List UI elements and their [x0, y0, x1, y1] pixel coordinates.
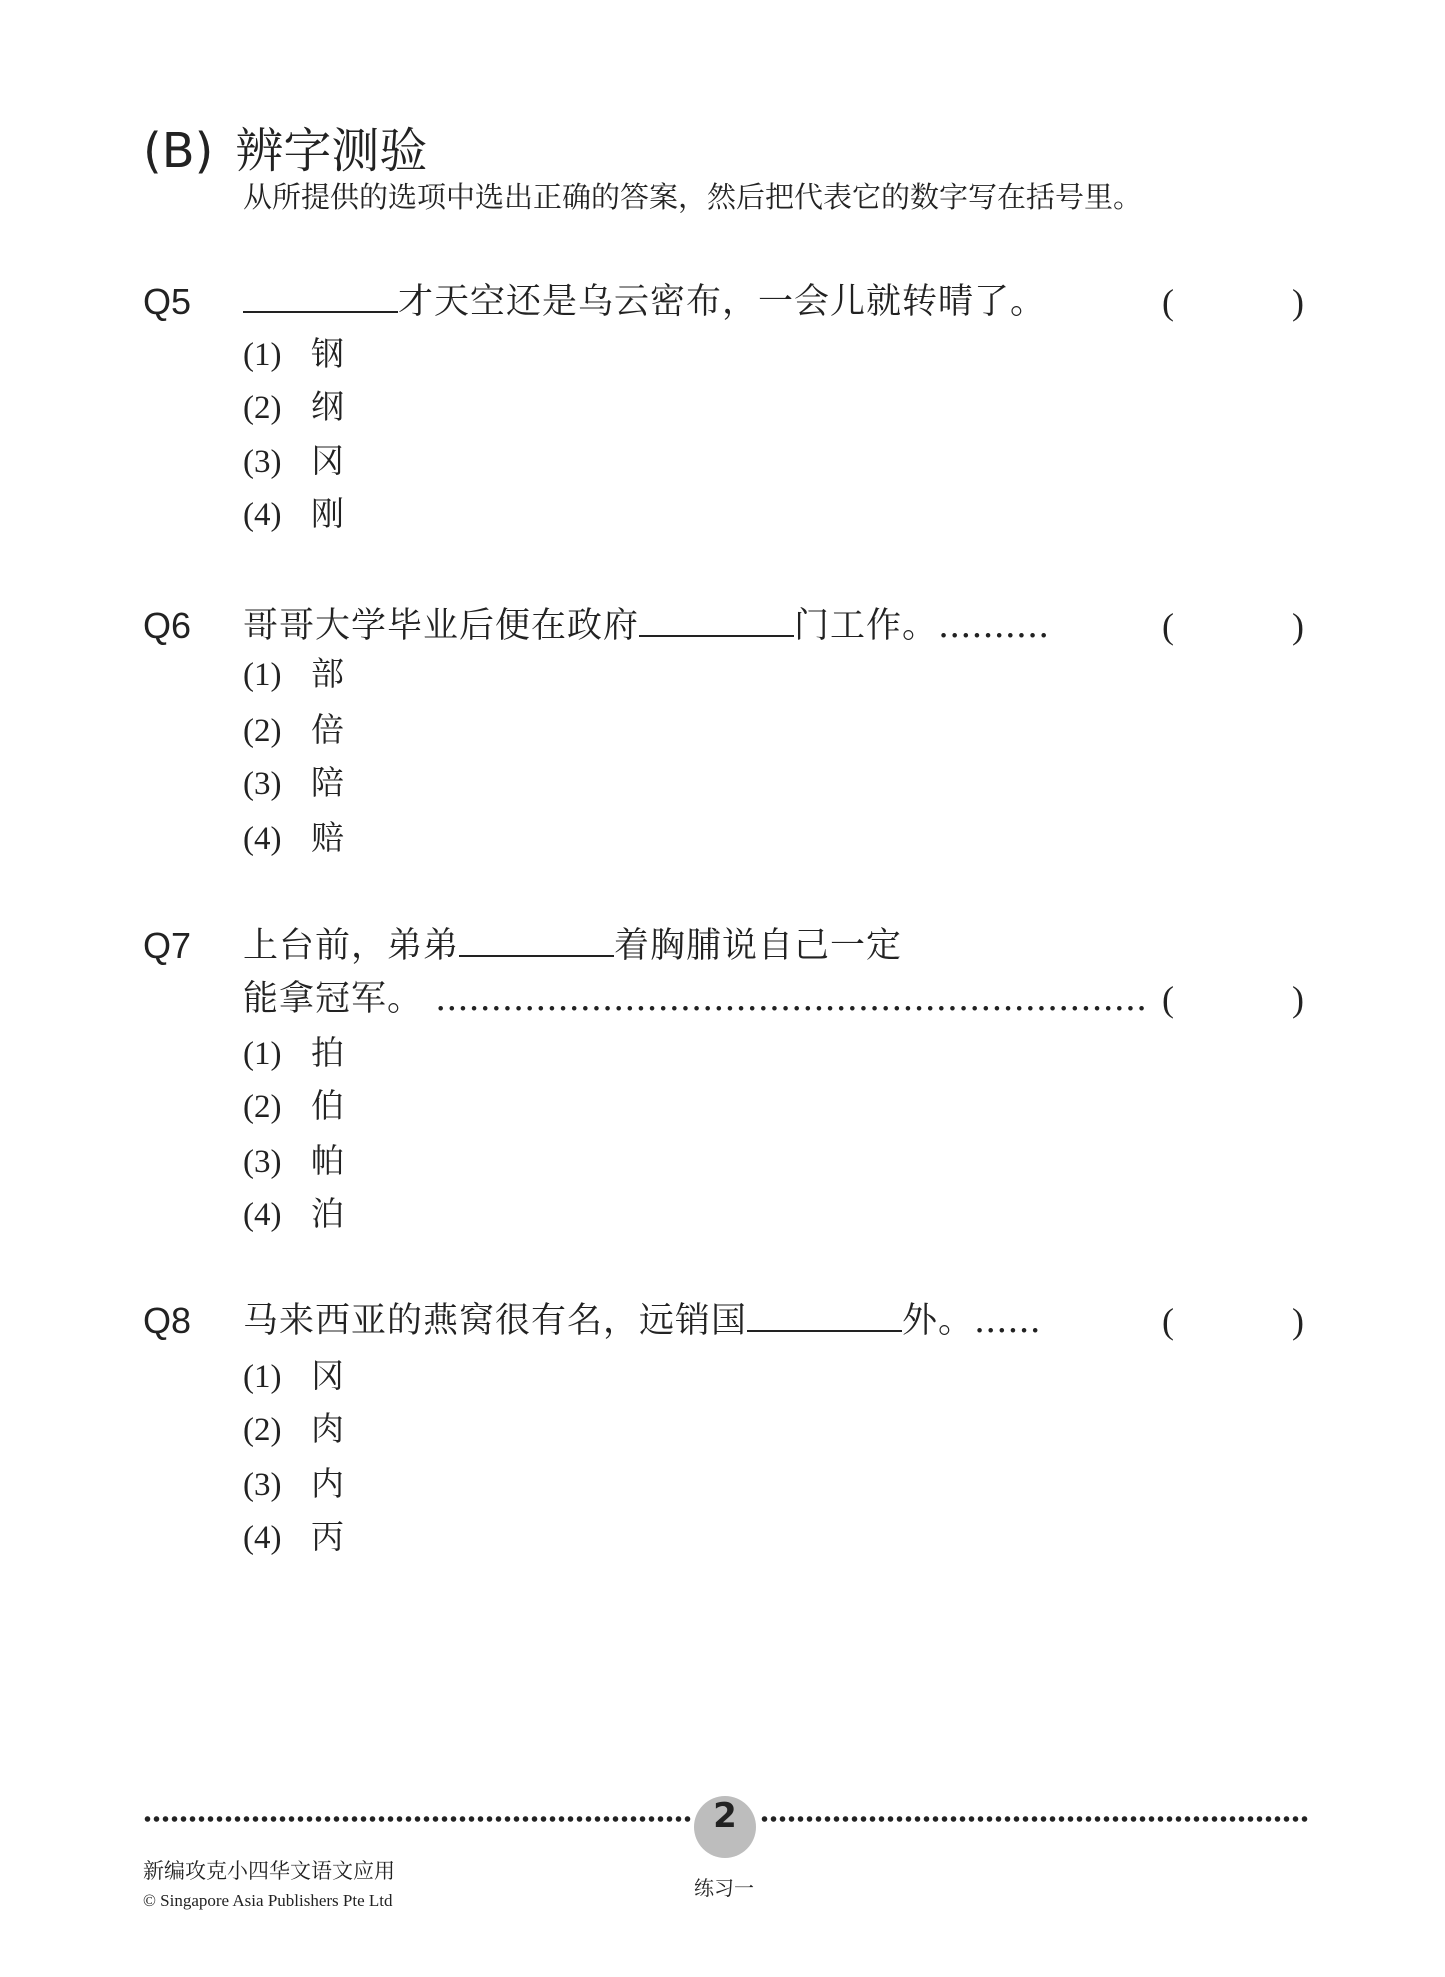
- question-number: Q6: [143, 605, 192, 646]
- option-number: (2): [243, 390, 282, 426]
- answer-box[interactable]: [1182, 281, 1282, 323]
- answer-paren-right: ): [1292, 282, 1304, 322]
- question-text-after: 门工作。: [794, 606, 939, 646]
- option-character: 钢: [311, 334, 344, 373]
- option-number: (3): [243, 766, 282, 802]
- option-item: [243, 1033, 344, 1074]
- option-number: (2): [243, 1089, 282, 1125]
- option-character: 冈: [311, 441, 344, 480]
- option-item: [243, 654, 344, 695]
- option-character: 倍: [311, 710, 344, 749]
- answer-box[interactable]: [1182, 978, 1282, 1020]
- answer-blank: [459, 925, 614, 957]
- option-item: [243, 494, 344, 535]
- option-number: (2): [243, 1412, 282, 1448]
- option-item: [243, 1086, 344, 1127]
- option-number: (1): [243, 1036, 282, 1072]
- option-number: (3): [243, 444, 282, 480]
- question-number: Q7: [143, 925, 192, 966]
- answer-paren-right: ): [1292, 979, 1304, 1019]
- option-character: 帕: [311, 1141, 344, 1180]
- question-text-before: 上台前，弟弟: [243, 926, 460, 966]
- option-item: [243, 710, 344, 751]
- question-text-after: 才天空还是乌云密布，一会儿就转晴了。: [398, 282, 1047, 322]
- option-character: 冈: [311, 1356, 344, 1395]
- option-number: (1): [243, 1359, 282, 1395]
- option-number: (1): [243, 337, 282, 373]
- question-text-after: 着胸脯说自己一定: [614, 926, 903, 966]
- page-number: 2: [694, 1796, 756, 1858]
- exercise-label: 练习一: [694, 1876, 754, 1900]
- option-character: 伯: [311, 1086, 344, 1125]
- answer-blank: [243, 281, 398, 313]
- question-text: [243, 925, 902, 967]
- footer-dotted-rule-right: [760, 1815, 1310, 1823]
- copyright: © Singapore Asia Publishers Pte Ltd: [143, 1891, 393, 1910]
- answer-blank: [747, 1300, 902, 1332]
- answer-paren-right: ): [1292, 606, 1304, 646]
- answer-box[interactable]: [1182, 1300, 1282, 1342]
- answer-paren-left: (: [1162, 282, 1174, 322]
- option-item: [243, 334, 344, 375]
- option-item: [243, 763, 344, 804]
- option-item: [243, 1464, 344, 1505]
- footer-dotted-rule-left: [143, 1815, 691, 1823]
- option-item: [243, 1356, 344, 1397]
- dot-leader: ..........: [938, 606, 1050, 646]
- option-character: 拍: [311, 1033, 344, 1072]
- question-text: [243, 281, 1046, 323]
- section-label: (B): [143, 123, 214, 179]
- option-item: [243, 441, 344, 482]
- answer-box[interactable]: [1182, 605, 1282, 647]
- answer-paren-left: (: [1162, 979, 1174, 1019]
- option-number: (2): [243, 713, 282, 749]
- option-item: [243, 1409, 344, 1450]
- option-number: (3): [243, 1467, 282, 1503]
- answer-paren-right: ): [1292, 1301, 1304, 1341]
- dot-leader: ......: [974, 1301, 1041, 1341]
- instruction: 从所提供的选项中选出正确的答案，然后把代表它的数字写在括号里。: [243, 180, 1143, 214]
- option-character: 内: [311, 1464, 344, 1503]
- option-number: (1): [243, 657, 282, 693]
- question-text: [243, 1300, 1041, 1342]
- option-character: 刚: [311, 494, 344, 533]
- option-item: [243, 1194, 344, 1235]
- answer-blank: [639, 605, 794, 637]
- section-title: 辨字测验: [235, 123, 428, 179]
- option-number: (3): [243, 1144, 282, 1180]
- option-character: 赔: [311, 818, 344, 857]
- question-text-after: 外。: [902, 1301, 975, 1341]
- option-item: [243, 1517, 344, 1558]
- question-number: Q5: [143, 281, 192, 322]
- question-text-before: 哥哥大学毕业后便在政府: [243, 606, 640, 646]
- answer-paren-left: (: [1162, 1301, 1174, 1341]
- question-text: [243, 605, 1049, 647]
- option-character: 陪: [311, 763, 344, 802]
- option-number: (4): [243, 821, 282, 857]
- answer-paren-left: (: [1162, 606, 1174, 646]
- question-number: Q8: [143, 1300, 192, 1341]
- option-character: 肉: [311, 1409, 344, 1448]
- option-character: 泊: [311, 1194, 344, 1233]
- question-text-line2: [243, 978, 1147, 1020]
- option-item: [243, 1141, 344, 1182]
- option-character: 纲: [311, 387, 344, 426]
- option-item: [243, 387, 344, 428]
- option-character: 部: [311, 654, 344, 693]
- option-number: (4): [243, 1197, 282, 1233]
- option-item: [243, 818, 344, 859]
- question-text-continued: 能拿冠军。: [243, 979, 424, 1019]
- option-character: 丙: [311, 1517, 344, 1556]
- option-number: (4): [243, 497, 282, 533]
- book-title: 新编攻克小四华文语文应用: [143, 1859, 395, 1883]
- dot-leader: ................................................................: [435, 979, 1148, 1019]
- section-heading: [143, 112, 427, 181]
- option-number: (4): [243, 1520, 282, 1556]
- question-text-before: 马来西亚的燕窝很有名，远销国: [243, 1301, 748, 1341]
